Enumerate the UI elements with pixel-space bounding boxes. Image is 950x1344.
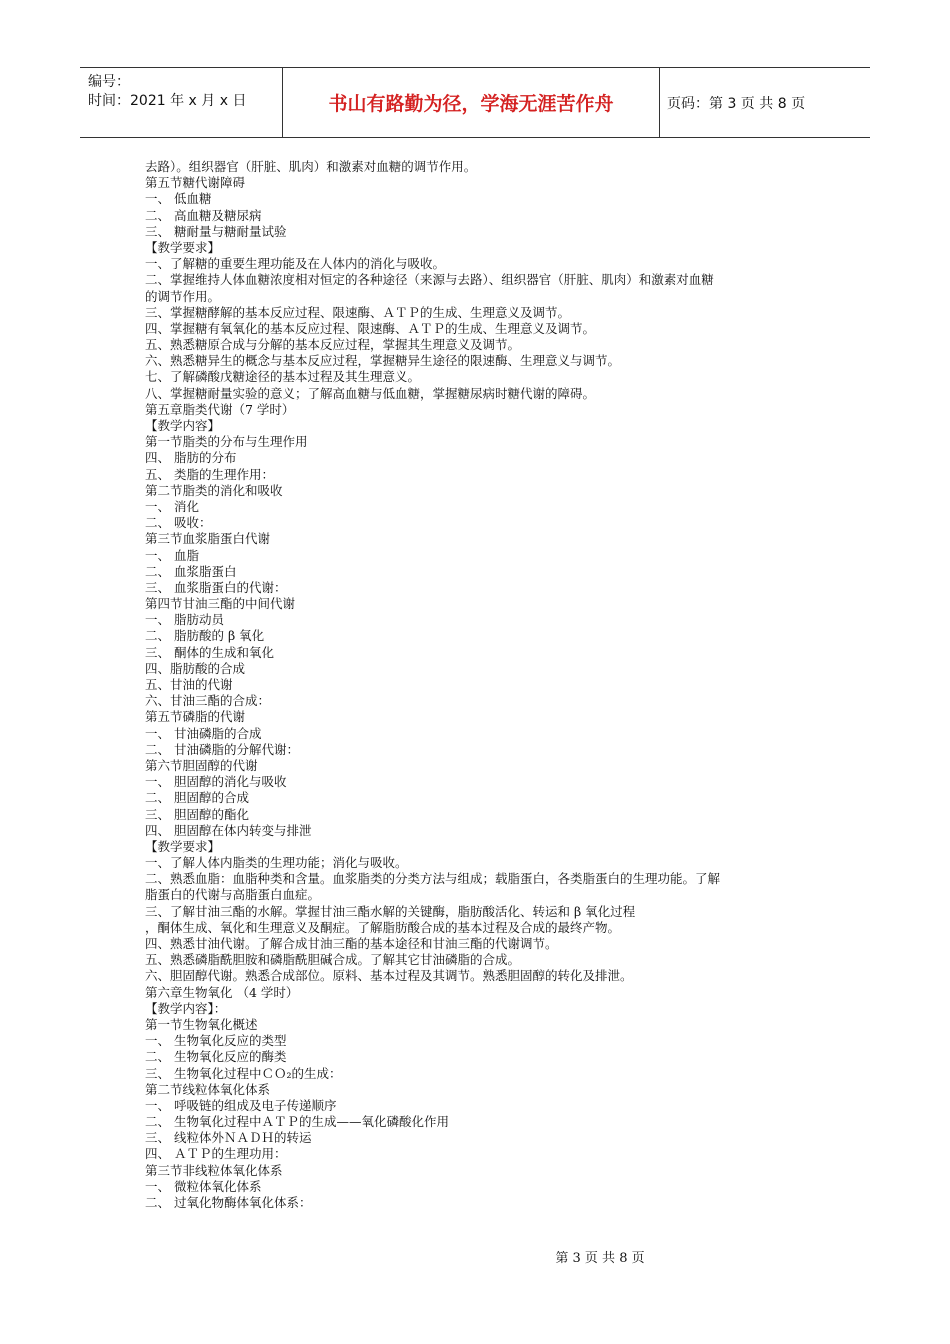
header-meta bbox=[80, 68, 283, 137]
text-line: 二、 过氧化物酶体氧化体系： bbox=[145, 1195, 312, 1210]
text-line: 二、 生物氧化过程中ＡＴＰ的生成——氧化磷酸化作用 bbox=[145, 1114, 449, 1130]
number-label: 编号： bbox=[88, 74, 130, 90]
text-line: 第二节线粒体氧化体系 bbox=[145, 1081, 271, 1097]
text-line: 一、 血脂 bbox=[145, 547, 199, 563]
text-line: 第五节磷脂的代谢 bbox=[145, 709, 246, 725]
text-line: 第一节生物氧化概述 bbox=[145, 1016, 258, 1032]
text-line: 去路）。组织器官（肝脏、肌肉）和激素对血糖的调节作用。 bbox=[145, 159, 477, 174]
text-line: 一、 生物氧化反应的类型 bbox=[145, 1033, 287, 1049]
text-line: 三、 线粒体外ＮＡＤＨ的转运 bbox=[145, 1130, 312, 1146]
text-line: 五、熟悉糖原合成与分解的基本反应过程，掌握其生理意义及调节。 bbox=[145, 337, 521, 353]
text-line: 一、 消化 bbox=[145, 498, 199, 514]
text-line: 第三节非线粒体氧化体系 bbox=[145, 1162, 283, 1178]
text-line: 八、掌握糖耐量实验的意义；了解高血糖与低血糖，掌握糖尿病时糖代谢的障碍。 bbox=[145, 385, 596, 401]
text-line: 第六节胆固醇的代谢 bbox=[145, 757, 258, 773]
text-line: 一、 呼吸链的组成及电子传递顺序 bbox=[145, 1097, 337, 1113]
text-line: 六、胆固醇代谢。熟悉合成部位。原料、基本过程及其调节。熟悉胆固醇的转化及排泄。 bbox=[145, 968, 633, 984]
text-line: 七、了解磷酸戊糖途径的基本过程及其生理意义。 bbox=[145, 369, 421, 385]
text-line: 三、 酮体的生成和氧化 bbox=[145, 644, 274, 660]
text-line: 三、 生物氧化过程中ＣＯ₂的生成： bbox=[145, 1065, 342, 1081]
text-line: 五、甘油的代谢 bbox=[145, 677, 233, 692]
text-line: 四、 胆固醇在体内转变与排泄 bbox=[145, 822, 312, 838]
text-line: 三、了解甘油三酯的水解。掌握甘油三酯水解的关键酶，脂肪酸活化、转运和 β 氧化过程 bbox=[145, 903, 636, 919]
text-line: 三、 血浆脂蛋白的代谢： bbox=[145, 579, 287, 595]
text-line: 二、熟悉血脂：血脂种类和含量。血浆脂类的分类方法与组成；载脂蛋白，各类脂蛋白的生理功能。了解 bbox=[145, 871, 721, 887]
text-line: 四、熟悉甘油代谢。了解合成甘油三酯的基本途径和甘油三酯的代谢调节。 bbox=[145, 936, 558, 951]
text-line: 六、熟悉糖异生的概念与基本反应过程，掌握糖异生途径的限速酶、生理意义与调节。 bbox=[145, 353, 621, 369]
text-line: 一、了解人体内脂类的生理功能；消化与吸收。 bbox=[145, 855, 408, 871]
page-header bbox=[80, 67, 870, 138]
text-line: 一、 低血糖 bbox=[145, 191, 212, 207]
text-line: 的调节作用。 bbox=[145, 288, 221, 304]
text-line: 第五节糖代谢障碍 bbox=[145, 175, 246, 191]
text-line: 【教学要求】 bbox=[145, 239, 221, 255]
text-line: 第六章生物氧化 （4 学时） bbox=[145, 984, 299, 1000]
text-line: 三、 糖耐量与糖耐量试验 bbox=[145, 223, 287, 239]
text-line: 一、 脂肪动员 bbox=[145, 612, 224, 628]
text-line: 五、 类脂的生理作用： bbox=[145, 466, 274, 482]
header-motto: 书山有路勤为径，学海无涯苦作舟 bbox=[283, 68, 660, 137]
page-footer bbox=[0, 1247, 950, 1266]
text-line: 二、 高血糖及糖尿病 bbox=[145, 207, 262, 223]
text-line: 一、 胆固醇的消化与吸收 bbox=[145, 774, 287, 790]
text-line: 二、掌握维持人体血糖浓度相对恒定的各种途径（来源与去路）、组织器官（肝脏、肌肉）和激素对血糖 bbox=[145, 272, 714, 288]
text-line: 四、 脂肪的分布 bbox=[145, 450, 237, 466]
text-line: 【教学内容】 bbox=[145, 418, 221, 433]
text-line: 四、脂肪酸的合成 bbox=[145, 660, 246, 676]
text-line: 四、掌握糖有氧氧化的基本反应过程、限速酶、ＡＴＰ的生成、生理意义及调节。 bbox=[145, 320, 596, 336]
document-body bbox=[145, 159, 820, 1211]
text-line: 三、掌握糖酵解的基本反应过程、限速酶、ＡＴＰ的生成、生理意义及调节。 bbox=[145, 304, 571, 320]
text-line: 第一节脂类的分布与生理作用 bbox=[145, 434, 308, 450]
text-line: 第四节甘油三酯的中间代谢 bbox=[145, 596, 296, 612]
footer-page-number: 第 3 页 共 8 页 bbox=[555, 1251, 645, 1266]
text-line: 一、 甘油磷脂的合成 bbox=[145, 725, 262, 741]
text-line: 【教学内容】： bbox=[145, 1000, 227, 1016]
text-line: 四、 ＡＴＰ的生理功用： bbox=[145, 1146, 287, 1162]
text-line: ，酮体生成、氧化和生理意义及酮症。了解脂肪酸合成的基本过程及合成的最终产物。 bbox=[145, 919, 621, 935]
text-line: 第二节脂类的消化和吸收 bbox=[145, 482, 283, 498]
text-line: 三、 胆固醇的酯化 bbox=[145, 806, 249, 822]
text-line: 一、 微粒体氧化体系 bbox=[145, 1178, 262, 1194]
text-line: 一、了解糖的重要生理功能及在人体内的消化与吸收。 bbox=[145, 256, 446, 272]
text-line: 二、 吸收： bbox=[145, 515, 212, 531]
text-line: 二、 胆固醇的合成 bbox=[145, 790, 249, 806]
text-line: 脂蛋白的代谢与高脂蛋白血症。 bbox=[145, 887, 321, 903]
time-label: 时间：2021 年 x 月 x 日 bbox=[88, 93, 247, 109]
text-line: 二、 生物氧化反应的酶类 bbox=[145, 1049, 287, 1065]
text-line: 二、 脂肪酸的 β 氧化 bbox=[145, 628, 265, 644]
text-line: 二、 甘油磷脂的分解代谢： bbox=[145, 741, 299, 757]
text-line: 第五章脂类代谢（7 学时） bbox=[145, 401, 295, 417]
text-line: 五、熟悉磷脂酰胆胺和磷脂酰胆碱合成。了解其它甘油磷脂的合成。 bbox=[145, 952, 521, 968]
text-line: 二、 血浆脂蛋白 bbox=[145, 563, 237, 579]
text-line: 第三节血浆脂蛋白代谢 bbox=[145, 531, 271, 547]
text-line: 六、甘油三酯的合成： bbox=[145, 693, 271, 709]
text-line: 【教学要求】 bbox=[145, 838, 221, 854]
header-page-label: 页码：第 3 页 共 8 页 bbox=[667, 95, 806, 112]
